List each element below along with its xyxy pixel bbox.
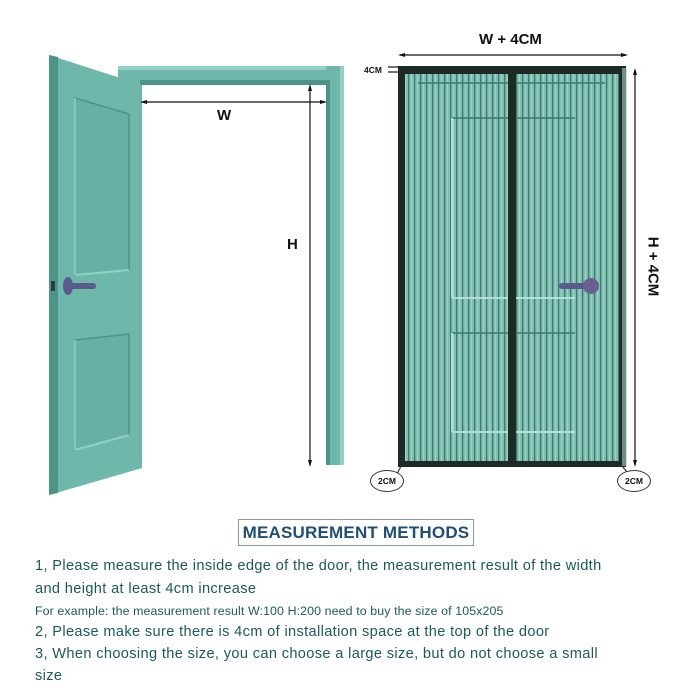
screen-width-label: W + 4CM xyxy=(479,31,542,48)
instruction-line-4: 3, When choosing the size, you can choose a large size, but do not choose a small xyxy=(35,646,598,662)
screen-width-arrow xyxy=(398,53,628,57)
top-gap-marker xyxy=(388,67,399,72)
instruction-line-3: 2, Please make sure there is 4cm of installation space at the top of the door xyxy=(35,624,550,640)
bottom-left-gap-bubble xyxy=(370,470,404,492)
instruction-line-1: 1, Please measure the inside edge of the door, the measurement result of the width xyxy=(35,558,602,574)
top-gap-label: 4CM xyxy=(364,65,382,75)
width-label: W xyxy=(217,107,232,124)
section-title xyxy=(238,519,474,546)
screen-height-label: H + 4CM xyxy=(644,236,662,297)
screen-height-arrow xyxy=(633,68,637,467)
bottom-right-gap-bubble xyxy=(617,470,651,492)
open-door xyxy=(49,55,142,495)
instruction-line-5: size xyxy=(35,668,63,684)
screen-door xyxy=(398,66,627,467)
bottom-left-gap-label: 2CM xyxy=(378,476,396,486)
instruction-line-2: and height at least 4cm increase xyxy=(35,581,257,597)
section-title-text: MEASUREMENT METHODS xyxy=(242,522,470,542)
width-arrow xyxy=(140,100,327,104)
example-line: For example: the measurement result W:100 H:200 need to buy the size of 105x205 xyxy=(35,604,504,618)
height-label: H xyxy=(287,236,298,253)
height-arrow xyxy=(308,84,312,467)
bottom-right-gap-label: 2CM xyxy=(625,476,643,486)
